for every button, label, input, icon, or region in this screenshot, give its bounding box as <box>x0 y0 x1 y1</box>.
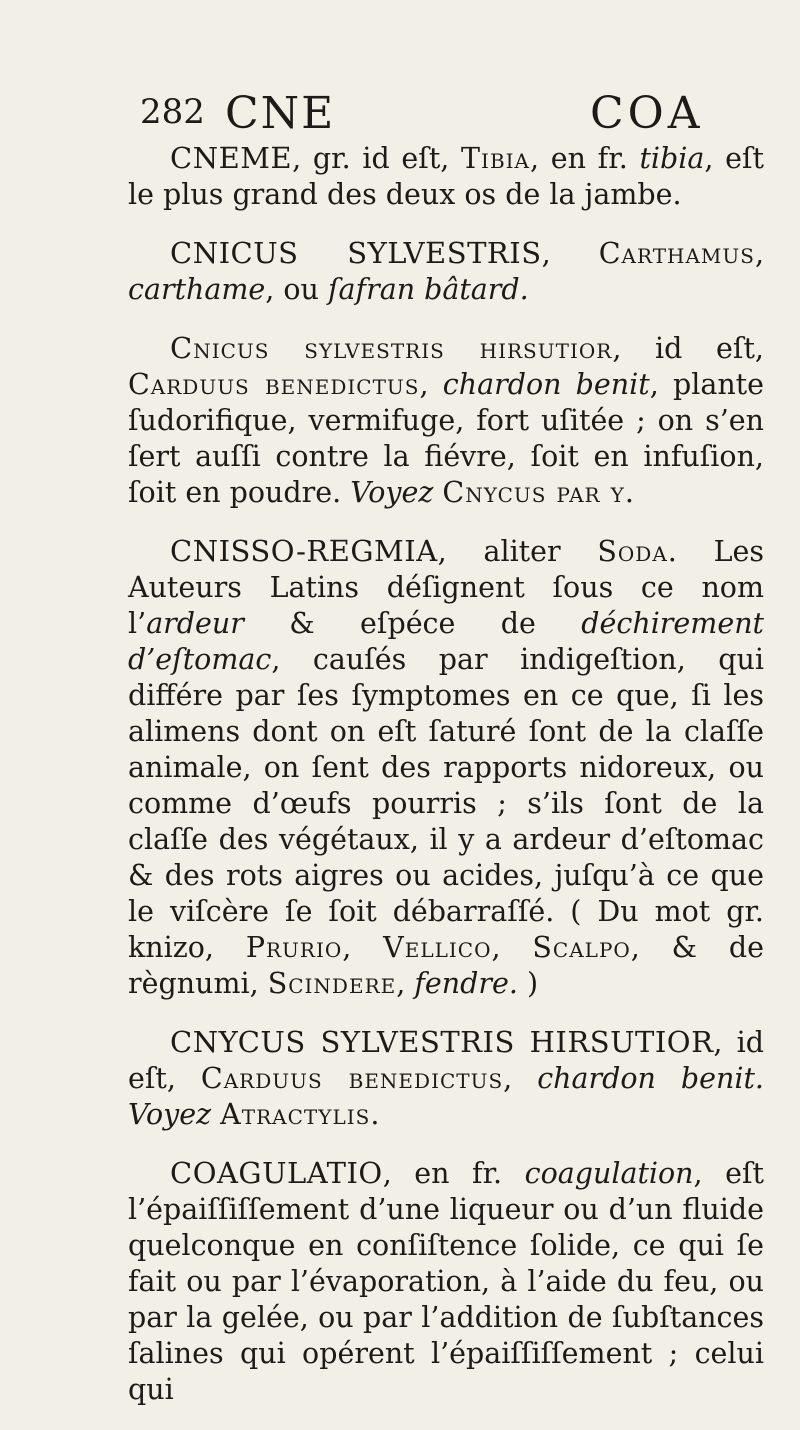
entry-headword: CNISSO-REGMIA <box>170 534 438 568</box>
italic-term: carthame <box>128 273 266 306</box>
italic-term: coagulation <box>524 1157 694 1190</box>
entry-text: , gr. id eſt, <box>292 142 462 175</box>
entry-text: , <box>503 1062 538 1095</box>
entry-text <box>211 1098 220 1131</box>
italic-term: déchirement d’eſtomac <box>128 607 764 676</box>
entry-headword: CNYCUS SYLVESTRIS HIRSUTIOR <box>170 1025 714 1059</box>
small-caps-term: Carduus benedictus <box>128 368 420 401</box>
entry-text: , <box>541 237 599 270</box>
dictionary-entry <box>128 140 764 213</box>
italic-term: ardeur <box>146 607 244 640</box>
dictionary-entries <box>128 140 764 1430</box>
right-running-head: COA <box>590 88 704 139</box>
small-caps-term: Scindere <box>267 967 397 1000</box>
italic-term: Voyez <box>128 1098 212 1131</box>
entry-text: , eſt le plus grand des deux os de la jambe. <box>128 142 764 211</box>
entry-text: , id eſt, <box>128 1026 764 1095</box>
small-caps-term: Soda <box>597 535 668 568</box>
small-caps-term: Carthamus <box>598 237 755 270</box>
dictionary-entry <box>128 1024 764 1133</box>
entry-text: , <box>342 931 384 964</box>
small-caps-term: Atractylis. <box>220 1098 381 1131</box>
entry-text: , <box>754 237 765 270</box>
small-caps-term: Prurio <box>245 931 343 964</box>
entry-text: , en fr. <box>529 142 640 175</box>
italic-term: chardon benit. <box>537 1062 764 1095</box>
entry-text: , plante ſudorifique, vermifuge, fort uſitée ; on s’en ſert auſſi contre la fiévre, ſoit en infuſion, ſoit en poudre. <box>128 368 764 509</box>
italic-term: ſafran bâtard. <box>327 273 529 306</box>
entry-text: , id eſt, <box>612 332 764 365</box>
entry-text: , eſt l’épaiſſiſſement d’une liqueur ou d’un fluide quelconque en conſiſtence ſolide, ce qui ſe fait ou par l’évaporation, à l’aide du feu, ou par la gelée, ou par l’addition de ſubſtances ſalines qui opérent l’épaiſſiſſement ; celui qui <box>128 1157 764 1406</box>
running-header <box>0 88 800 148</box>
italic-term: Voyez <box>350 476 434 509</box>
entry-text: & eſpéce de <box>243 607 582 640</box>
entry-text: , <box>419 368 443 401</box>
italic-term: fendre. <box>414 967 518 1000</box>
entry-text: , en fr. <box>382 1157 525 1190</box>
page-number: 282 <box>140 92 205 132</box>
entry-text: , ou <box>265 273 328 306</box>
italic-term: tibia <box>639 142 705 175</box>
italic-term: chardon benit <box>442 368 650 401</box>
dictionary-entry <box>128 235 764 308</box>
dictionary-entry <box>128 533 764 1002</box>
left-running-head: CNE <box>225 88 336 139</box>
entry-text: ) <box>517 967 539 1000</box>
small-caps-term: Tibia <box>461 142 530 175</box>
entry-text: . Les Auteurs Latins déſignent ſous ce nom l’ <box>128 535 764 640</box>
small-caps-term: Carduus benedictus <box>200 1062 504 1095</box>
entry-text: , aliter <box>437 535 598 568</box>
dictionary-entry <box>128 1155 764 1408</box>
entry-headword: Cnicus sylvestris hirsutior <box>170 331 613 365</box>
entry-text: , <box>491 931 533 964</box>
small-caps-term: Cnycus par y. <box>442 476 635 509</box>
small-caps-term: Scalpo <box>532 931 631 964</box>
entry-headword: CNICUS SYLVESTRIS <box>170 236 542 270</box>
entry-headword: COAGULATIO <box>170 1156 383 1190</box>
entry-headword: CNEME <box>170 141 293 175</box>
small-caps-term: Vellico <box>383 931 492 964</box>
entry-text: , cauſés par indigeſtion, qui différe par ſes ſymptomes en ce que, ſi les alimens dont on eſt ſaturé ſont de la claſſe animale, on ſent des rapports nidoreux, ou comme d’œufs pourris ; s’ils ſont de la claſſe des végétaux, il y a ardeur d’eſtomac & des rots aigres ou acides, juſqu’à ce que le viſcère ſe ſoit débarraſſé. ( Du mot gr. knizo, <box>128 643 764 964</box>
entry-text: , <box>396 967 415 1000</box>
dictionary-entry <box>128 330 764 511</box>
entry-text: , & de règnumi, <box>128 931 764 1000</box>
